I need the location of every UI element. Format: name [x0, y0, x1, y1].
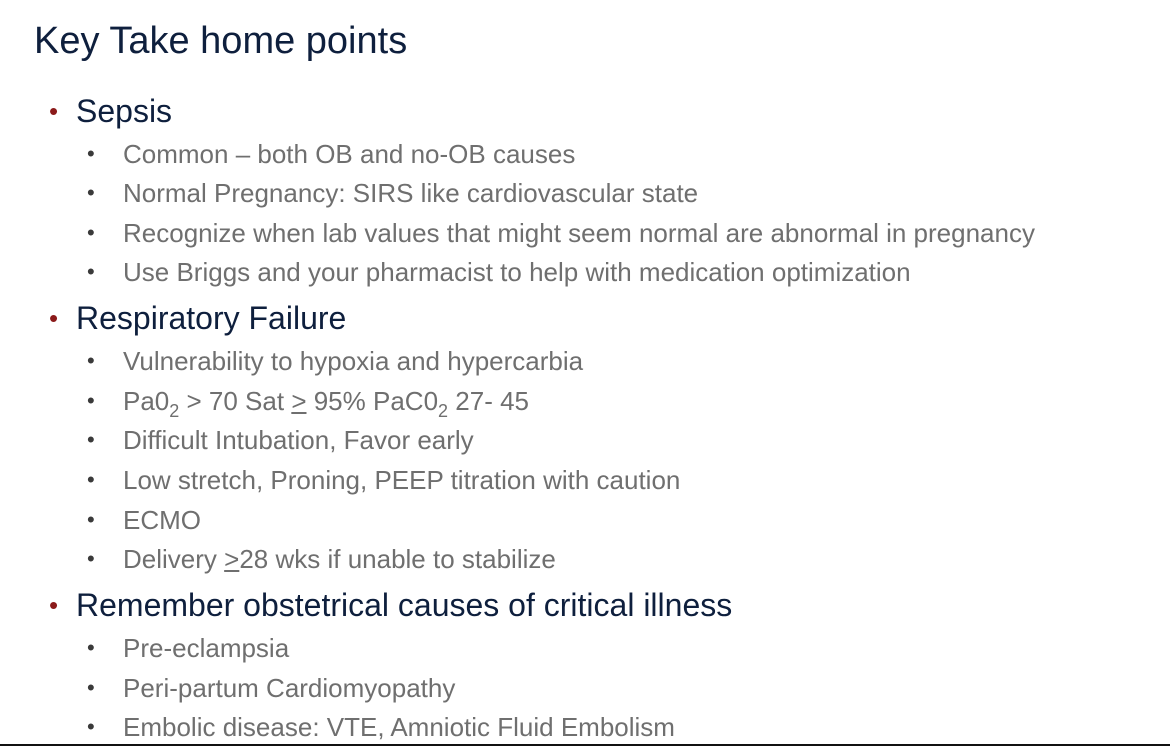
list-item — [87, 345, 584, 377]
section-heading-sepsis — [49, 92, 173, 130]
list-item — [87, 424, 474, 456]
bullet-icon: • — [87, 675, 95, 700]
bullet-icon: • — [87, 635, 95, 660]
list-item — [87, 256, 911, 288]
section-heading-respiratory-failure — [49, 299, 347, 337]
pao2-subscript: 2 — [169, 401, 180, 421]
bullet-icon: • — [87, 180, 95, 205]
paco2-value: 27- 45 — [448, 386, 529, 416]
list-item — [87, 177, 699, 209]
pao2-value: > 70 Sat — [179, 386, 292, 416]
item-text: Embolic disease: VTE, Amniotic Fluid Embolism — [123, 712, 675, 742]
heading-text: Respiratory Failure — [76, 300, 347, 336]
bullet-icon: • — [87, 427, 95, 452]
heading-text: Remember obstetrical causes of critical illness — [76, 587, 733, 623]
bullet-icon: • — [87, 348, 95, 373]
item-text: Recognize when lab values that might seem normal are abnormal in pregnancy — [123, 218, 1035, 248]
list-item — [87, 504, 201, 536]
item-text: Pre-eclampsia — [123, 633, 290, 663]
item-text: Vulnerability to hypoxia and hypercarbia — [123, 346, 584, 376]
delivery-suffix: 28 wks if unable to stabilize — [239, 544, 556, 574]
bullet-icon: • — [87, 388, 95, 413]
paco2-subscript: 2 — [438, 401, 449, 421]
bullet-icon: • — [49, 590, 59, 620]
pao2-label: Pa0 — [123, 386, 170, 416]
bullet-icon: • — [87, 259, 95, 284]
item-text: Normal Pregnancy: SIRS like cardiovascular state — [123, 178, 699, 208]
item-text: ECMO — [123, 505, 201, 535]
list-item — [87, 138, 576, 170]
sat-value: 95% PaC0 — [306, 386, 439, 416]
bullet-icon: • — [87, 141, 95, 166]
item-text: Common – both OB and no-OB causes — [123, 139, 576, 169]
list-item — [87, 217, 1035, 249]
sat-symbol: > — [291, 386, 307, 416]
list-item-blood-gas-targets — [87, 385, 529, 421]
item-text: Use Briggs and your pharmacist to help with medication optimization — [123, 257, 911, 287]
slide-title: Key Take home points — [34, 20, 408, 62]
item-text: Difficult Intubation, Favor early — [123, 425, 474, 455]
bullet-icon: • — [49, 303, 59, 333]
heading-text: Sepsis — [76, 93, 173, 129]
bullet-icon: • — [87, 220, 95, 245]
list-item — [87, 464, 681, 496]
bullet-icon: • — [87, 714, 95, 739]
section-heading-obstetrical-causes — [49, 586, 733, 624]
list-item — [87, 711, 675, 743]
bullet-icon: • — [87, 546, 95, 571]
delivery-symbol: > — [224, 544, 240, 574]
list-item — [87, 632, 290, 664]
bullet-icon: • — [49, 96, 59, 126]
item-text: Peri-partum Cardiomyopathy — [123, 673, 456, 703]
bullet-icon: • — [87, 507, 95, 532]
item-text: Low stretch, Proning, PEEP titration with caution — [123, 465, 681, 495]
delivery-prefix: Delivery — [123, 544, 225, 574]
bullet-icon: • — [87, 467, 95, 492]
list-item-delivery — [87, 543, 556, 575]
list-item — [87, 672, 456, 704]
